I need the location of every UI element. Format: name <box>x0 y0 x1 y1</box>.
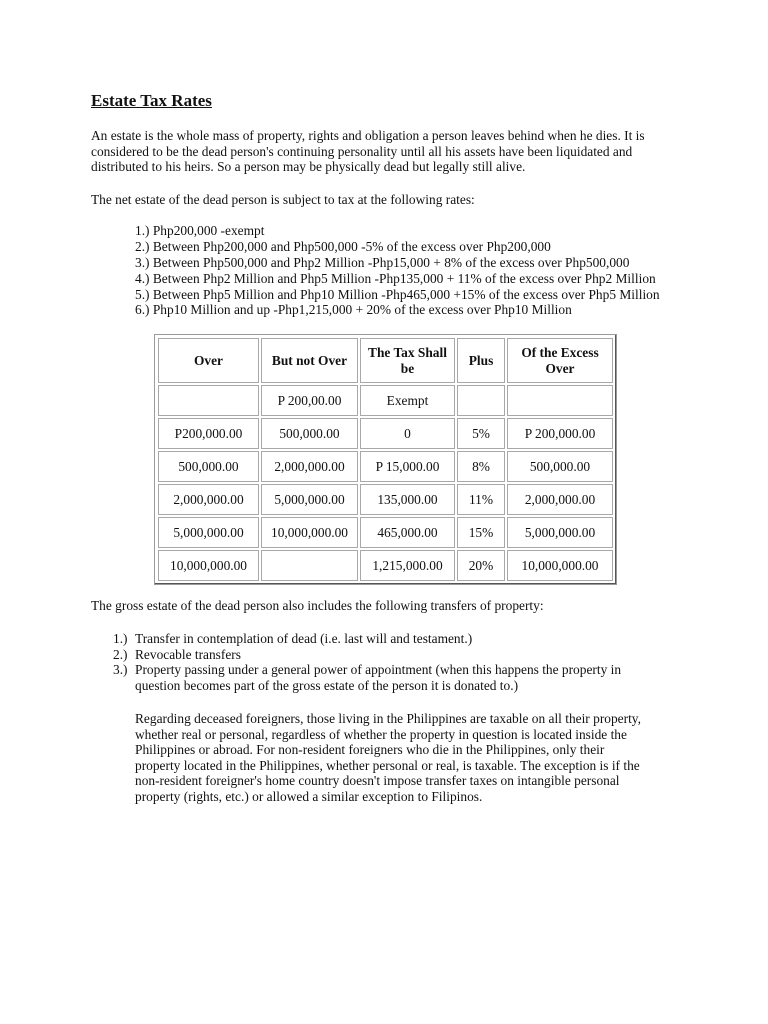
rate-item: 4.) Between Php2 Million and Php5 Million -Php135,000 + 11% of the excess over Php2 Million <box>135 270 656 286</box>
list-item <box>113 631 643 647</box>
header-tax-shall-be: The Tax Shall be <box>360 338 455 383</box>
intro-paragraph: An estate is the whole mass of property, rights and obligation a person leaves behind when he dies. It is considered to be the dead person's continuing personality until all his assets have been liquidated and distributed to his heirs. So a person may be physically dead but legally still alive. <box>91 128 645 175</box>
cell-excess-over: 500,000.00 <box>507 451 613 482</box>
cell-tax: 135,000.00 <box>360 484 455 515</box>
cell-excess-over: P 200,000.00 <box>507 418 613 449</box>
cell-but-not-over <box>261 550 358 581</box>
rate-item: 5.) Between Php5 Million and Php10 Million -Php465,000 +15% of the excess over Php5 Million <box>135 286 660 302</box>
table-row <box>158 418 613 449</box>
header-excess-over: Of the Excess Over <box>507 338 613 383</box>
cell-tax: P 15,000.00 <box>360 451 455 482</box>
cell-over: P200,000.00 <box>158 418 259 449</box>
cell-tax: 1,215,000.00 <box>360 550 455 581</box>
cell-excess-over: 10,000,000.00 <box>507 550 613 581</box>
cell-excess-over <box>507 385 613 416</box>
gross-estate-list <box>113 631 643 693</box>
header-plus: Plus <box>457 338 505 383</box>
cell-tax: 465,000.00 <box>360 517 455 548</box>
rates-lead-text: The net estate of the dead person is subject to tax at the following rates: <box>91 192 475 207</box>
cell-excess-over: 5,000,000.00 <box>507 517 613 548</box>
table-row <box>158 550 613 581</box>
cell-plus: 20% <box>457 550 505 581</box>
list-item-text: Property passing under a general power of appointment (when this happens the property in question becomes part of the gross estate of the person it is donated to.) <box>135 662 622 693</box>
list-item <box>113 662 643 693</box>
cell-but-not-over: P 200,00.00 <box>261 385 358 416</box>
header-but-not-over: But not Over <box>261 338 358 383</box>
table-row <box>158 484 613 515</box>
cell-over: 500,000.00 <box>158 451 259 482</box>
rate-item: 3.) Between Php500,000 and Php2 Million -Php15,000 + 8% of the excess over Php500,000 <box>135 254 630 270</box>
cell-over <box>158 385 259 416</box>
table-row <box>158 451 613 482</box>
cell-excess-over: 2,000,000.00 <box>507 484 613 515</box>
list-item-text: Transfer in contemplation of dead (i.e. last will and testament.) <box>135 631 473 646</box>
list-item-number: 2.) <box>113 646 128 662</box>
foreigners-paragraph: Regarding deceased foreigners, those living in the Philippines are taxable on all their property, whether real or personal, regardless of whether the property in question is located inside the Philippines or abroad. For non-resident foreigners who die in the Philippines, only their property located in the Philippines, whether personal or real, is taxable. The exception is if the non-resident foreigner's home country doesn't impose transfer taxes on intangible personal property (rights, etc.) or allowed a similar exception to Filipinos. <box>135 711 641 804</box>
list-item-text: Revocable transfers <box>135 646 241 662</box>
cell-tax: Exempt <box>360 385 455 416</box>
cell-plus: 8% <box>457 451 505 482</box>
rate-item: 2.) Between Php200,000 and Php500,000 -5% of the excess over Php200,000 <box>135 238 551 254</box>
table-row <box>158 385 613 416</box>
list-item-number: 3.) <box>113 662 128 678</box>
page-title: Estate Tax Rates <box>91 91 212 110</box>
cell-tax: 0 <box>360 418 455 449</box>
tax-rate-table <box>154 334 617 585</box>
cell-plus <box>457 385 505 416</box>
rate-item: 1.) Php200,000 -exempt <box>135 223 265 238</box>
table-header-row <box>158 338 613 383</box>
gross-estate-lead-text: The gross estate of the dead person also includes the following transfers of property: <box>91 598 544 613</box>
cell-over: 10,000,000.00 <box>158 550 259 581</box>
cell-but-not-over: 500,000.00 <box>261 418 358 449</box>
cell-but-not-over: 10,000,000.00 <box>261 517 358 548</box>
cell-plus: 11% <box>457 484 505 515</box>
cell-but-not-over: 2,000,000.00 <box>261 451 358 482</box>
list-item-number: 1.) <box>113 631 128 646</box>
cell-plus: 5% <box>457 418 505 449</box>
rates-list <box>135 223 660 318</box>
rate-item: 6.) Php10 Million and up -Php1,215,000 + 20% of the excess over Php10 Million <box>135 302 572 318</box>
cell-over: 5,000,000.00 <box>158 517 259 548</box>
list-item <box>113 647 643 663</box>
table-row <box>158 517 613 548</box>
header-over: Over <box>158 338 259 383</box>
cell-over: 2,000,000.00 <box>158 484 259 515</box>
cell-plus: 15% <box>457 517 505 548</box>
cell-but-not-over: 5,000,000.00 <box>261 484 358 515</box>
